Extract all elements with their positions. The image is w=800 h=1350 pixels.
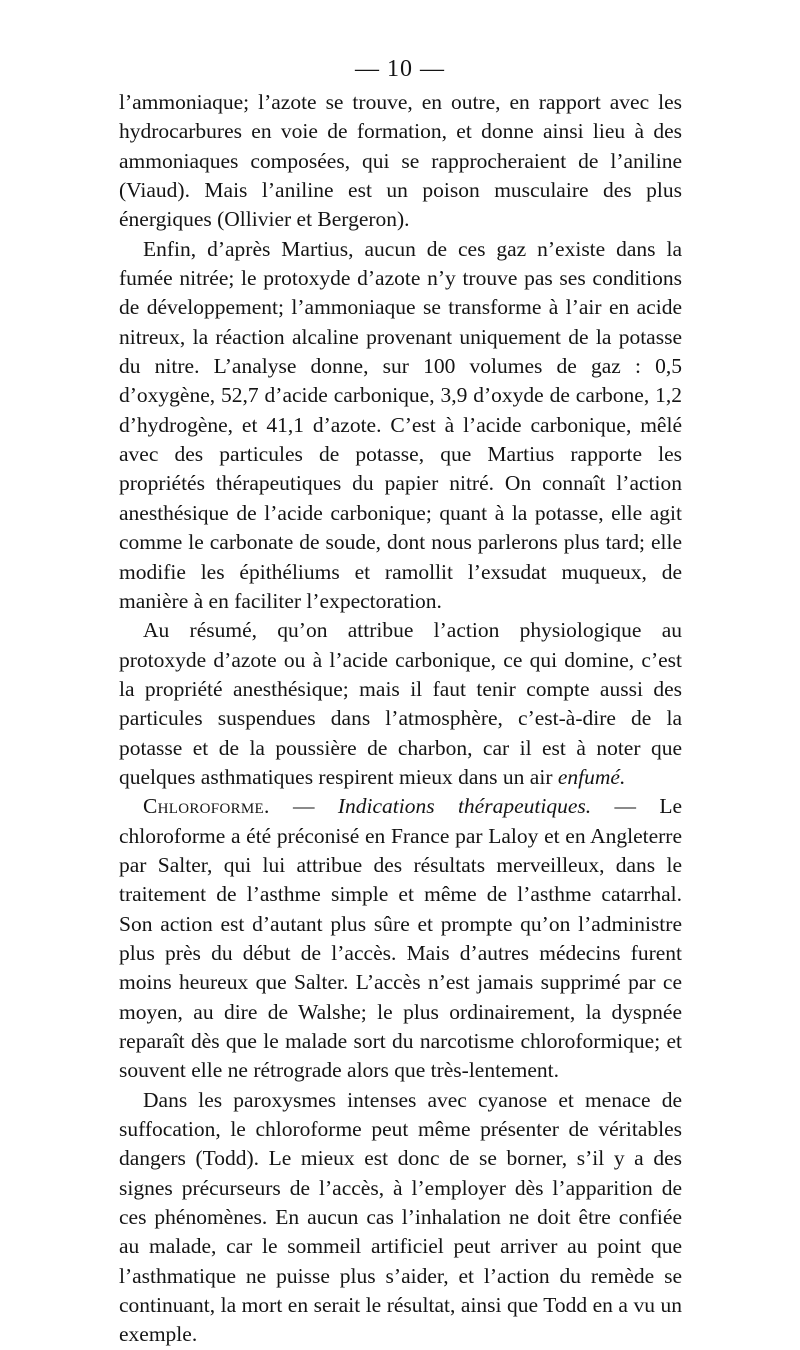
heading-dash-2: —: [591, 794, 660, 819]
paragraph-last: Dans les paroxysmes intenses avec cyanose et menace de suffocation, le chloroforme peut même présenter de véritables dangers (Todd). Le mieux est donc de se borner, s’il y a des signes précurseurs de l’accès, à l’employer dès l’apparition de ces phénomènes. En aucun cas l’inhalation ne doit être confiée au malade, car le sommeil artificiel peut arriver au point que l’asthmatique ne puisse plus s’aider, et l’action du remède se continuant, la mort en serait le résultat, ainsi que Todd en a vu un exemple.: [119, 1087, 682, 1347]
chloroforme-text: Le chloroforme a été préconisé en France par Laloy et en Angleterre par Salter, qui lui attribue des résultats merveilleux, dans le traitement de l’asthme simple et même de l’asthme catarrhal. Son action est d’autant plus sûre et prompte qu’on l’administre plus près du début de l’accès. Mais d’autres médecins furent moins heureux que Salter. L’accès n’est jamais supprimé par ce moyen, au dire de Walshe; le plus ordinairement, la dyspnée reparaît dès que le malade sort du narcotisme chloroformique; et souvent elle ne rétrograde alors que très-lentement.: [119, 794, 683, 1083]
page-number: — 10 —: [355, 56, 445, 82]
section-heading: Chloroforme.: [143, 794, 270, 819]
section-subheading: Indications thérapeutiques.: [337, 794, 592, 819]
paragraph-1: l’ammoniaque; l’azote se trouve, en outre, en rapport avec les hydrocarbures en voie de formation, et donne ainsi lieu à des ammoniaques composées, qui se rapprocheraient de l’aniline (Viaud). Mais l’aniline est un poison musculaire des plus énergiques (Ollivier et Bergeron).: [119, 90, 682, 232]
paragraph-2: Enfin, d’après Martius, aucun de ces gaz n’existe dans la fumée nitrée; le protoxyde d’azote n’y trouve pas ses conditions de développement; l’ammoniaque se transforme à l’air en acide nitreux, la réaction alcaline provenant uniquement de la potasse du nitre. L’analyse donne, sur 100 volumes de gaz : 0,5 d’oxygène, 52,7 d’acide carbonique, 3,9 d’oxyde de carbone, 1,2 d’hydrogène, et 41,1 d’azote. C’est à l’acide carbonique, mêlé avec des particules de potasse, que Martius rapporte les propriétés thérapeutiques du papier nitré. On connaît l’action anesthésique de l’acide carbonique; quant à la potasse, elle agit comme le carbonate de soude, dont nous parlerons plus tard; elle modifie les épithéliums et ramollit l’exsudat muqueux, de manière à en faciliter l’expectoration.: [119, 236, 682, 613]
paragraph-3: [119, 616, 682, 792]
chloroforme-section: [119, 792, 682, 1085]
heading-dash-1: —: [269, 794, 338, 819]
paragraph-3-text: Au résumé, qu’on attribue l’action physiologique au protoxyde d’azote ou à l’acide carbonique, ce qui domine, c’est la propriété anesthésique; mais il faut tenir compte aussi des particules suspendues dans l’atmosphère, c’est-à-dire de la potasse et de la poussière de charbon, car il est à noter que quelques asthmatiques respirent mieux dans un air: [119, 618, 682, 789]
paragraph-3-italic-end: enfumé.: [557, 764, 626, 789]
body-text: [119, 88, 682, 1350]
